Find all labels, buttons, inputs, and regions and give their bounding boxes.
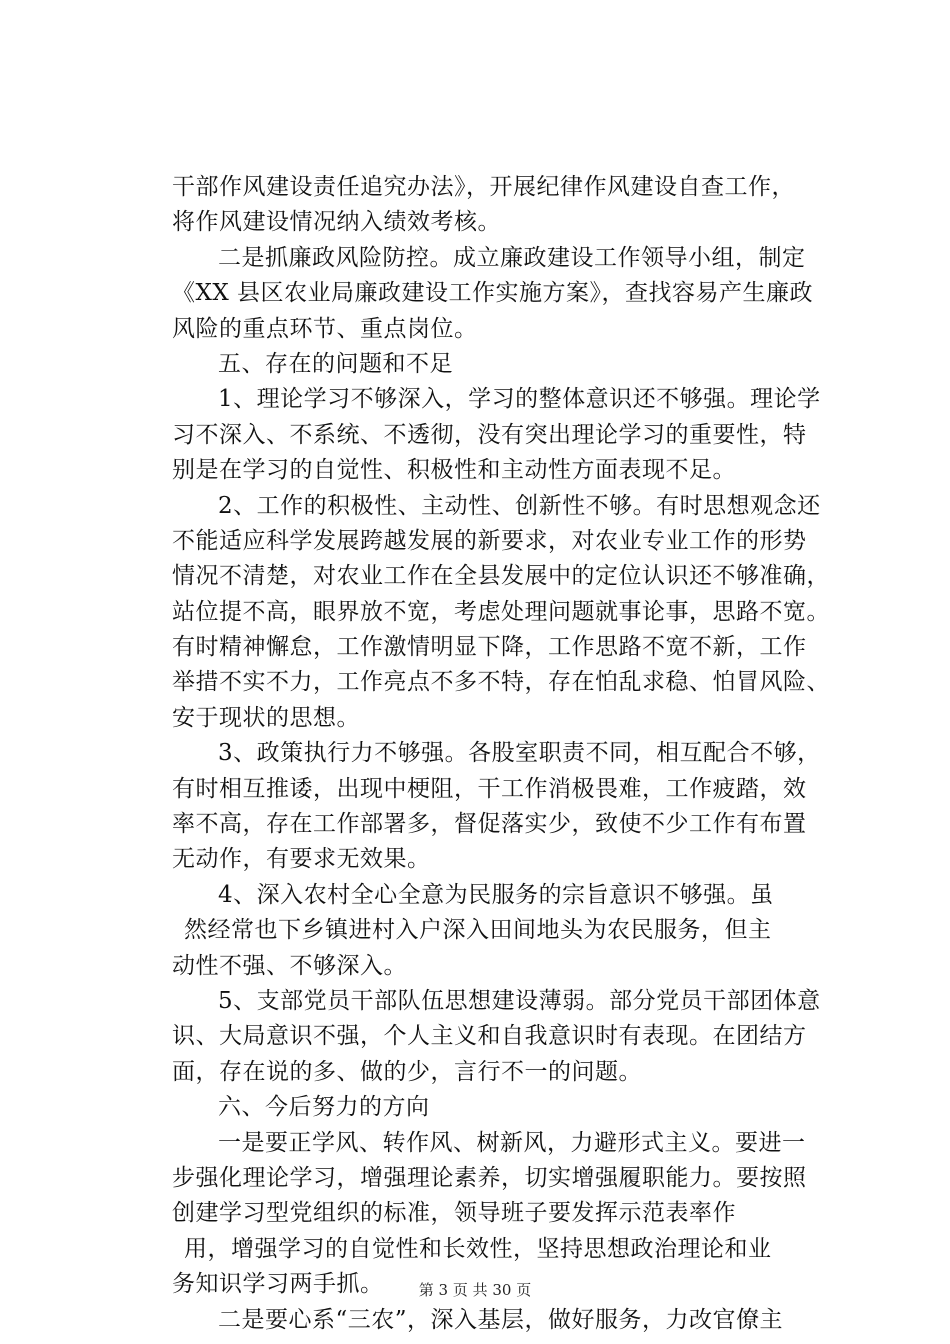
- body-text: [172, 170, 837, 1338]
- text-line: 二是抓廉政风险防控。成立廉政建设工作领导小组，制定: [218, 244, 806, 271]
- text-line: 步强化理论学习，增强理论素养，切实增强履职能力。要按照: [172, 1164, 807, 1191]
- text-line: 2、工作的积极性、主动性、创新性不够。有时思想观念还: [218, 492, 821, 519]
- text-line: 4、深入农村全心全意为民服务的宗旨意识不够强。虽: [218, 881, 774, 908]
- text-line: 然经常也下乡镇进村入户深入田间地头为农民服务，但主: [184, 917, 772, 944]
- text-line: 有时相互推诿，出现中梗阻，干工作消极畏难，工作疲踏，效: [172, 775, 807, 802]
- text-line: 动性不强、不够深入。: [172, 952, 407, 979]
- text-line: 干部作风建设责任追究办法》，开展纪律作风建设自查工作，: [172, 174, 795, 200]
- page-footer: 第 3 页 共 30 页: [418, 1281, 532, 1299]
- text-line: 举措不实不力，工作亮点不多不特，存在怕乱求稳、怕冒风险、: [172, 669, 830, 696]
- text-line: 1、理论学习不够深入，学习的整体意识还不够强。理论学: [218, 386, 821, 413]
- text-line: 用，增强学习的自觉性和长效性，坚持思想政治理论和业: [184, 1235, 772, 1262]
- text-line: 无动作，有要求无效果。: [172, 846, 431, 873]
- text-line: 有时精神懈怠，工作激情明显下降，工作思路不宽不新，工作: [172, 634, 807, 661]
- text-line: 风险的重点环节、重点岗位。: [172, 315, 478, 342]
- text-line: 六、今后努力的方向: [218, 1094, 430, 1121]
- text-line: 率不高，存在工作部署多，督促落实少，致使不少工作有布置: [172, 811, 807, 838]
- text-line: 将作风建设情况纳入绩效考核。: [172, 209, 501, 236]
- text-line: 站位提不高，眼界放不宽，考虑处理问题就事论事，思路不宽。: [172, 598, 830, 625]
- text-line: 习不深入、不系统、不透彻，没有突出理论学习的重要性，特: [172, 421, 807, 448]
- text-line: 五、存在的问题和不足: [218, 350, 453, 377]
- text-line: 面，存在说的多、做的少，言行不一的问题。: [172, 1058, 642, 1085]
- text-line: 别是在学习的自觉性、积极性和主动性方面表现不足。: [172, 457, 736, 484]
- text-line: 情况不清楚，对农业工作在全县发展中的定位认识还不够准确，: [172, 563, 830, 590]
- text-line: 一是要正学风、转作风、树新风，力避形式主义。要进一: [218, 1129, 806, 1156]
- text-line: 5、支部党员干部队伍思想建设薄弱。部分党员干部团体意: [218, 987, 821, 1014]
- text-line: 二是要心系“三农”，深入基层，做好服务，力改官僚主: [218, 1306, 784, 1333]
- text-line: 务知识学习两手抓。: [172, 1271, 384, 1298]
- text-line: 创建学习型党组织的标准，领导班子要发挥示范表率作: [172, 1200, 736, 1227]
- text-line: 3、政策执行力不够强。各股室职责不同，相互配合不够，: [218, 740, 821, 767]
- text-line: 不能适应科学发展跨越发展的新要求，对农业专业工作的形势: [172, 527, 807, 554]
- text-line: 识、大局意识不强，个人主义和自我意识时有表现。在团结方: [172, 1023, 807, 1050]
- text-line: 《XX 县区农业局廉政建设工作实施方案》，查找容易产生廉政: [172, 280, 814, 307]
- text-line: 安于现状的思想。: [172, 704, 360, 731]
